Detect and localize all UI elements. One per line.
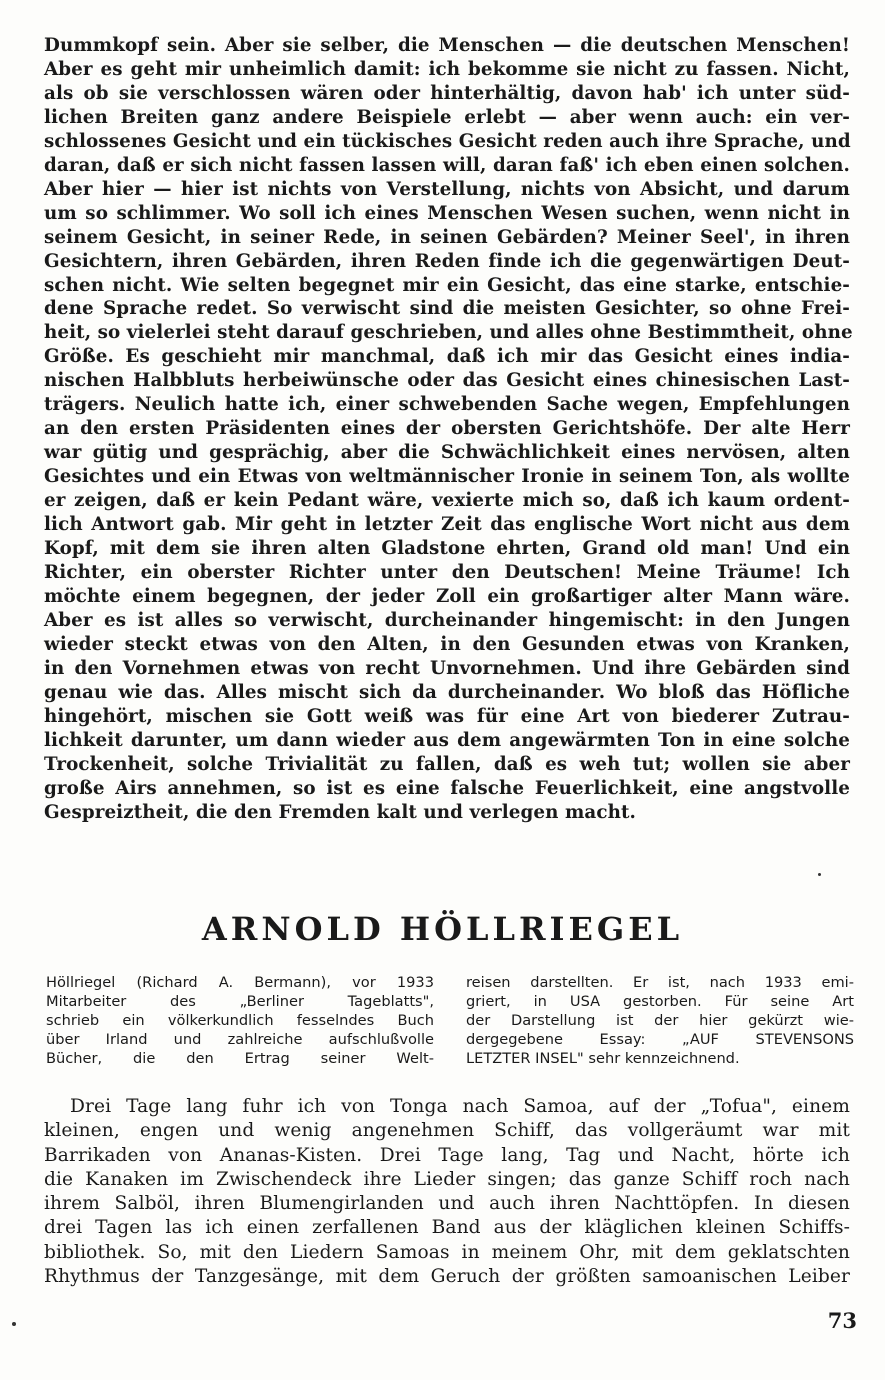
text-line: war gütig und gesprächig, aber die Schwächlichkeit eines nervösen, alten xyxy=(44,442,850,464)
text-line: Gesichtern, ihren Gebärden, ihren Reden finde ich die gegenwärtigen Deut- xyxy=(44,250,850,272)
text-line: in den Vornehmen etwas von recht Unvornehmen. Und ihre Gebärden sind xyxy=(44,657,850,679)
text-line: ihrem Salböl, ihren Blumengirlanden und auch ihren Nachttöpfen. In diesen xyxy=(44,1193,850,1215)
text-line: Trockenheit, solche Trivialität zu fallen, daß es weh tut; wollen sie aber xyxy=(44,753,850,775)
text-line: Drei Tage lang fuhr ich von Tonga nach Samoa, auf der „Tofua", einem xyxy=(70,1096,850,1117)
text-line: genau wie das. Alles mischt sich da durcheinander. Wo bloß das Höfliche xyxy=(44,681,850,703)
text-line: Richter, ein oberster Richter unter den Deutschen! Meine Träume! Ich xyxy=(44,561,850,583)
section-heading-author: ARNOLD HÖLLRIEGEL xyxy=(201,910,684,948)
author-bio xyxy=(46,973,854,1068)
text-line: wieder steckt etwas von den Alten, in den Gesunden etwas von Kranken, xyxy=(44,633,850,655)
text-line: Kopf, mit dem sie ihren alten Gladstone ehrten, Grand old man! Und ein xyxy=(44,538,850,560)
text-line: er zeigen, daß er kein Pedant wäre, vexierte mich so, daß ich kaum ordent- xyxy=(44,490,850,512)
bio-line: LETZTER INSEL" sehr kennzeichnend. xyxy=(466,1050,740,1068)
bio-line: Höllriegel (Richard A. Bermann), vor 1933 xyxy=(46,974,434,991)
print-speck-mark xyxy=(12,1322,16,1326)
text-line: Aber es geht mir unheimlich damit: ich bekomme sie nicht zu fassen. Nicht, xyxy=(44,58,850,80)
page-number: 73 xyxy=(827,1308,857,1333)
text-line: lich Antwort gab. Mir geht in letzter Zeit das englische Wort nicht aus dem xyxy=(44,514,850,536)
text-line: lichkeit darunter, um dann wieder aus dem angewärmten Ton in eine solche xyxy=(44,729,850,751)
text-line: als ob sie verschlossen wären oder hinterhältig, davon hab' ich unter süd- xyxy=(44,82,850,104)
bio-line: über Irland und zahlreiche aufschlußvolle xyxy=(46,1031,434,1049)
text-line: Barrikaden von Ananas-Kisten. Drei Tage lang, Tag und Nacht, hörte ich xyxy=(44,1144,850,1166)
text-line: Rhythmus der Tanzgesänge, mit dem Geruch der größten samoanischen Leiber xyxy=(44,1266,850,1288)
essay-continuation-paragraph xyxy=(44,34,853,824)
text-line: an den ersten Präsidenten eines der obersten Gerichtshöfe. Der alte Herr xyxy=(44,418,850,440)
bio-line: Mitarbeiter des „Berliner Tageblatts", xyxy=(46,993,434,1011)
text-line: Aber hier — hier ist nichts von Verstellung, nichts von Absicht, und darum xyxy=(44,178,850,200)
text-line: dene Sprache redet. So verwischt sind die meisten Gesichter, so ohne Frei- xyxy=(44,298,850,320)
text-line: Gespreiztheit, die den Fremden kalt und verlegen macht. xyxy=(44,801,636,823)
text-line: Gesichtes und ein Etwas von weltmännischer Ironie in seinem Ton, als wollte xyxy=(44,466,850,488)
print-speck-mark xyxy=(818,873,821,876)
text-line: hingehört, mischen sie Gott weiß was für eine Art von biederer Zutrau- xyxy=(44,705,850,727)
text-line: lichen Breiten ganz andere Beispiele erlebt — aber wenn auch: ein ver- xyxy=(44,106,850,128)
text-line: nischen Halbbluts herbeiwünsche oder das Gesicht eines chinesischen Last- xyxy=(44,370,850,392)
text-line: möchte einem begegnen, der jeder Zoll ein großartiger alter Mann wäre. xyxy=(44,585,850,607)
text-line: daran, daß er sich nicht fassen lassen will, daran faß' ich eben einen solchen. xyxy=(44,154,850,176)
bio-line: reisen darstellten. Er ist, nach 1933 emi- xyxy=(466,974,854,991)
text-line: um so schlimmer. Wo soll ich eines Menschen Wesen suchen, wenn nicht in xyxy=(44,202,850,224)
text-line: Aber es ist alles so verwischt, durcheinander hingemischt: in den Jungen xyxy=(44,609,850,631)
bio-line: Bücher, die den Ertrag seiner Welt- xyxy=(46,1050,434,1068)
text-line: große Airs annehmen, so ist es eine falsche Feuerlichkeit, eine angstvolle xyxy=(44,777,850,799)
bio-line: schrieb ein völkerkundlich fesselndes Buch xyxy=(46,1012,434,1030)
text-line: bibliothek. So, mit den Liedern Samoas in meinem Ohr, mit dem geklatschten xyxy=(44,1241,850,1263)
text-line: drei Tagen las ich einen zerfallenen Band aus der kläglichen kleinen Schiffs- xyxy=(44,1217,850,1239)
essay-opening-paragraph xyxy=(44,1095,850,1289)
text-line: kleinen, engen und wenig angenehmen Schiff, das vollgeräumt war mit xyxy=(44,1120,850,1142)
text-line: schlossenes Gesicht und ein tückisches Gesicht reden auch ihre Sprache, und xyxy=(44,130,851,152)
text-line: seinem Gesicht, in seiner Rede, in seinen Gebärden? Meiner Seel', in ihren xyxy=(44,226,850,248)
text-line: die Kanaken im Zwischendeck ihre Lieder singen; das ganze Schiff roch nach xyxy=(44,1168,850,1190)
bio-line: griert, in USA gestorben. Für seine Art xyxy=(466,993,854,1011)
text-line: schen nicht. Wie selten begegnet mir ein Gesicht, das eine starke, entschie- xyxy=(44,274,850,296)
text-line: Größe. Es geschieht mir manchmal, daß ich mir das Gesicht eines india- xyxy=(44,346,850,368)
text-line: trägers. Neulich hatte ich, einer schwebenden Sache wegen, Empfehlungen xyxy=(44,394,850,416)
author-bio-right-column xyxy=(466,973,854,1068)
bio-line: der Darstellung ist der hier gekürzt wie- xyxy=(466,1012,854,1030)
text-line: heit, so vielerlei steht darauf geschrieben, und alles ohne Bestimmtheit, ohne xyxy=(44,322,853,344)
text-line: Dummkopf sein. Aber sie selber, die Menschen — die deutschen Menschen! xyxy=(44,35,850,56)
bio-line: dergegebene Essay: „AUF STEVENSONS xyxy=(466,1031,854,1049)
author-bio-left-column xyxy=(46,973,434,1068)
